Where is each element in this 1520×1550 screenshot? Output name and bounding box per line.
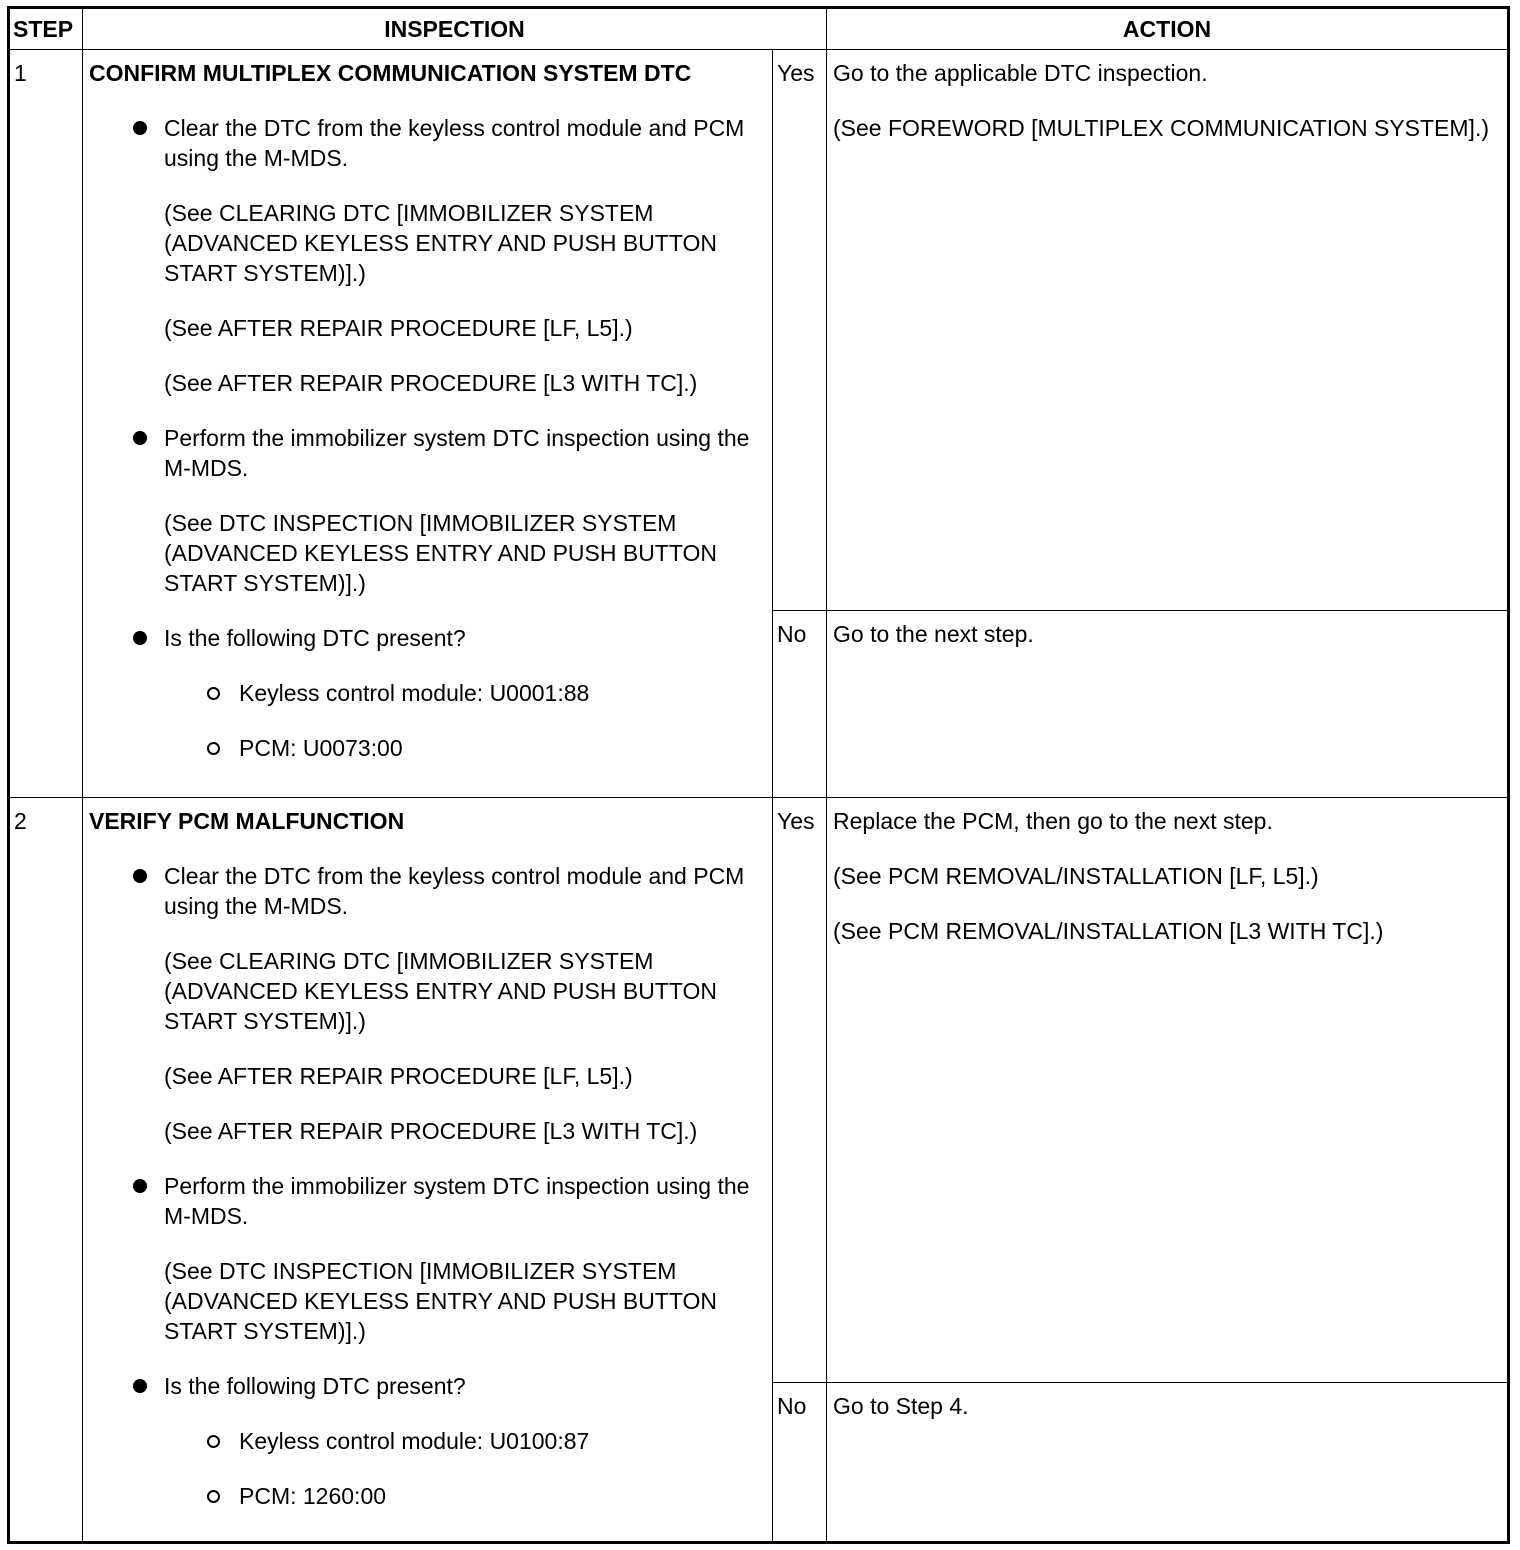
yes-action-cell (827, 798, 1509, 1383)
step-title: VERIFY PCM MALFUNCTION (89, 808, 405, 834)
sub-item-text: PCM: U0073:00 (239, 735, 403, 761)
action-text: Go to Step 4. (833, 1393, 969, 1419)
inspection-cell (83, 798, 773, 1543)
header-action: ACTION (827, 8, 1509, 50)
bullet-list (89, 861, 772, 1511)
bullet-circle-icon (207, 1490, 220, 1503)
sub-item (239, 1426, 772, 1456)
reference-text: (See CLEARING DTC [IMMOBILIZER SYSTEM (ADVANCED KEYLESS ENTRY AND PUSH BUTTON START SYSTEM)].) (164, 948, 717, 1034)
reference-text: (See AFTER REPAIR PROCEDURE [L3 WITH TC].) (164, 1118, 698, 1144)
no-label: No (773, 1383, 827, 1543)
sub-item (239, 1481, 772, 1511)
reference-text: (See CLEARING DTC [IMMOBILIZER SYSTEM (ADVANCED KEYLESS ENTRY AND PUSH BUTTON START SYSTEM)].) (164, 200, 717, 286)
action-text: Go to the next step. (833, 621, 1034, 647)
bullet-dot-icon (133, 431, 147, 445)
reference-text: (See AFTER REPAIR PROCEDURE [LF, L5].) (164, 315, 633, 341)
bullet-text: Clear the DTC from the keyless control module and PCM using the M-MDS. (164, 863, 745, 919)
yes-label: Yes (773, 50, 827, 611)
bullet-text: Clear the DTC from the keyless control module and PCM using the M-MDS. (164, 115, 745, 171)
bullet-text: Perform the immobilizer system DTC inspection using the M-MDS. (164, 1173, 750, 1229)
action-text: (See PCM REMOVAL/INSTALLATION [L3 WITH TC].) (833, 918, 1384, 944)
header-step: STEP (9, 8, 83, 50)
reference-text: (See DTC INSPECTION [IMMOBILIZER SYSTEM (ADVANCED KEYLESS ENTRY AND PUSH BUTTON START SYSTEM)].) (164, 510, 717, 596)
bullet-item (164, 1171, 772, 1346)
step-title: CONFIRM MULTIPLEX COMMUNICATION SYSTEM DTC (89, 60, 692, 86)
sub-item (239, 678, 772, 708)
bullet-dot-icon (133, 631, 147, 645)
action-text: Go to the applicable DTC inspection. (833, 60, 1208, 86)
bullet-list (89, 113, 772, 763)
bullet-item (164, 113, 772, 398)
sub-item-text: PCM: 1260:00 (239, 1483, 387, 1509)
bullet-item (164, 623, 772, 763)
header-inspection: INSPECTION (83, 8, 827, 50)
bullet-item (164, 423, 772, 598)
bullet-circle-icon (207, 742, 220, 755)
step-number: 2 (9, 798, 83, 1543)
bullet-dot-icon (133, 1179, 147, 1193)
sub-item-text: Keyless control module: U0001:88 (239, 680, 590, 706)
bullet-circle-icon (207, 687, 220, 700)
bullet-dot-icon (133, 869, 147, 883)
bullet-text: Perform the immobilizer system DTC inspection using the M-MDS. (164, 425, 750, 481)
action-text: (See PCM REMOVAL/INSTALLATION [LF, L5].) (833, 863, 1319, 889)
bullet-dot-icon (133, 1379, 147, 1393)
step-number: 1 (9, 50, 83, 798)
bullet-text: Is the following DTC present? (164, 625, 466, 651)
header-row (9, 8, 1509, 50)
step-row-1-yes (9, 50, 1509, 611)
bullet-circle-icon (207, 1435, 220, 1448)
no-action-cell (827, 611, 1509, 798)
sub-item-text: Keyless control module: U0100:87 (239, 1428, 590, 1454)
bullet-dot-icon (133, 121, 147, 135)
inspection-cell (83, 50, 773, 798)
reference-text: (See DTC INSPECTION [IMMOBILIZER SYSTEM (ADVANCED KEYLESS ENTRY AND PUSH BUTTON START SYSTEM)].) (164, 1258, 717, 1344)
bullet-text: Is the following DTC present? (164, 1373, 466, 1399)
sub-list (164, 1426, 772, 1511)
no-action-cell (827, 1383, 1509, 1543)
troubleshooting-table (7, 6, 1510, 1544)
bullet-item (164, 1371, 772, 1511)
sub-list (164, 678, 772, 763)
reference-text: (See AFTER REPAIR PROCEDURE [LF, L5].) (164, 1063, 633, 1089)
bullet-item (164, 861, 772, 1146)
yes-label: Yes (773, 798, 827, 1383)
no-label: No (773, 611, 827, 798)
sub-item (239, 733, 772, 763)
action-text: Replace the PCM, then go to the next step. (833, 808, 1273, 834)
action-text: (See FOREWORD [MULTIPLEX COMMUNICATION SYSTEM].) (833, 115, 1489, 141)
step-row-2-yes (9, 798, 1509, 1383)
yes-action-cell (827, 50, 1509, 611)
reference-text: (See AFTER REPAIR PROCEDURE [L3 WITH TC].) (164, 370, 698, 396)
